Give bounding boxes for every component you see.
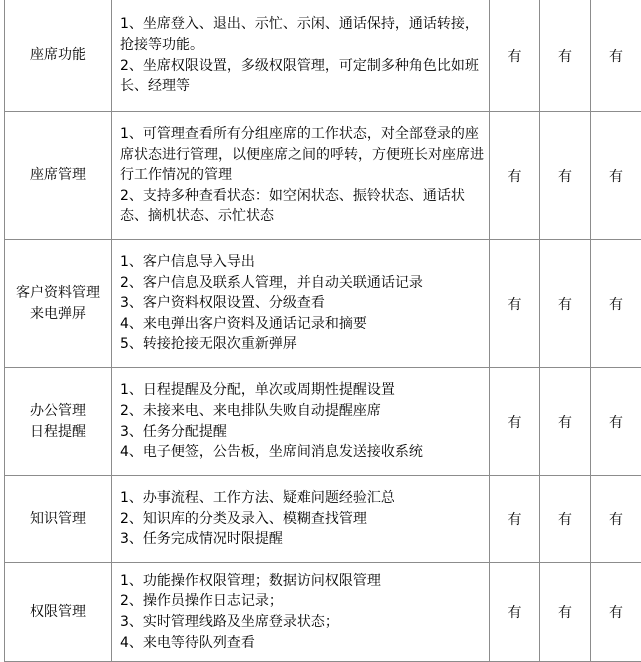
feature-name: 权限管理 — [30, 603, 86, 620]
description-line: 2、客户信息及联系人管理，并自动关联通话记录 — [120, 274, 423, 291]
feature-cell — [5, 563, 112, 662]
description-line: 3、实时管理线路及坐席登录状态； — [120, 614, 339, 630]
feature-cell — [5, 112, 112, 240]
availability-cell: 有 — [490, 368, 540, 476]
description-line: 1、办事流程、工作方法、疑难问题经验汇总 — [120, 490, 395, 507]
availability-cell: 有 — [591, 0, 641, 112]
description-line: 1、日程提醒及分配，单次或周期性提醒设置 — [120, 382, 395, 399]
availability-cell: 有 — [591, 476, 641, 563]
description-line: 3、任务分配提醒 — [120, 423, 227, 440]
availability-cell: 有 — [591, 563, 641, 662]
availability-cell: 有 — [540, 563, 591, 662]
table-row — [5, 563, 641, 662]
availability-cell: 有 — [490, 0, 540, 112]
description-cell — [112, 112, 490, 240]
availability-cell: 有 — [591, 240, 641, 368]
description-cell — [112, 368, 490, 476]
description-line: 2、操作员操作日志记录； — [120, 593, 283, 610]
feature-comparison-table — [4, 0, 641, 662]
table-row — [5, 368, 641, 476]
feature-cell — [5, 368, 112, 476]
availability-cell: 有 — [540, 240, 591, 368]
availability-cell: 有 — [591, 112, 641, 240]
feature-name: 座席管理 — [30, 167, 86, 183]
availability-cell: 有 — [540, 368, 591, 476]
description-line: 1、功能操作权限管理；数据访问权限管理 — [120, 572, 381, 589]
description-line: 4、来电弹出客户资料及通话记录和摘要 — [120, 315, 367, 332]
availability-cell: 有 — [490, 112, 540, 240]
description-line: 4、来电等待队列查看 — [120, 634, 255, 651]
feature-name: 日程提醒 — [30, 423, 86, 440]
description-line: 1、可管理查看所有分组座席的工作状态，对全部登录的座席状态进行管理，以便座席之间的呼转，方便班长对座席进行工作情况的管理 — [120, 126, 484, 184]
description-line: 3、任务完成情况时限提醒 — [120, 531, 283, 548]
table-row — [5, 112, 641, 240]
table-row — [5, 476, 641, 563]
feature-cell — [5, 0, 112, 112]
description-line: 2、支持多种查看状态：如空闲状态、振铃状态、通话状态、摘机状态、示忙状态 — [120, 187, 465, 225]
availability-cell: 有 — [540, 0, 591, 112]
feature-name: 座席功能 — [30, 47, 86, 63]
description-line: 2、坐席权限设置，多级权限管理，可定制多种角色比如班长、经理等 — [120, 57, 479, 95]
description-cell — [112, 240, 490, 368]
table-row — [5, 240, 641, 368]
description-cell — [112, 563, 490, 662]
description-line: 3、客户资料权限设置、分级查看 — [120, 295, 325, 312]
availability-cell: 有 — [490, 476, 540, 563]
feature-name: 知识管理 — [30, 510, 86, 527]
table-row — [5, 0, 641, 112]
feature-name: 客户资料管理 — [16, 284, 100, 301]
feature-cell — [5, 240, 112, 368]
description-cell — [112, 0, 490, 112]
feature-name: 来电弹屏 — [30, 305, 86, 322]
description-line: 2、未接来电、来电排队失败自动提醒座席 — [120, 402, 381, 419]
description-cell — [112, 476, 490, 563]
description-line: 5、转接抢接无限次重新弹屏 — [120, 336, 297, 353]
feature-name: 办公管理 — [30, 402, 86, 419]
availability-cell: 有 — [591, 368, 641, 476]
availability-cell: 有 — [490, 240, 540, 368]
feature-cell — [5, 476, 112, 563]
description-line: 4、电子便签，公告板，坐席间消息发送接收系统 — [120, 444, 423, 461]
availability-cell: 有 — [540, 112, 591, 240]
description-line: 1、客户信息导入导出 — [120, 254, 255, 271]
description-line: 2、知识库的分类及录入、模糊查找管理 — [120, 510, 367, 527]
description-line: 1、坐席登入、退出、示忙、示闲、通话保持，通话转接，抢接等功能。 — [120, 16, 479, 53]
availability-cell: 有 — [490, 563, 540, 662]
availability-cell: 有 — [540, 476, 591, 563]
